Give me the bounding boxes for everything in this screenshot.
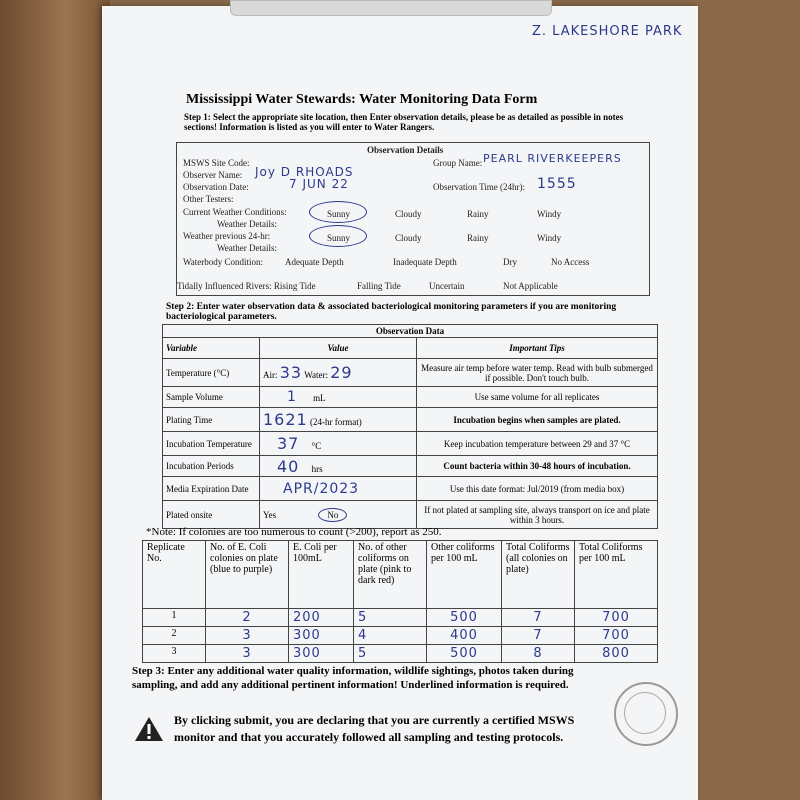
var-plated-onsite: Plated onsite [163, 501, 260, 529]
prev-opt-cloudy: Cloudy [395, 233, 422, 243]
plated-yes: Yes [263, 509, 277, 520]
cell-replicate: 1 [143, 609, 206, 627]
plated-no-circled: No [318, 508, 347, 522]
group-value: PEARL RIVERKEEPERS [483, 152, 622, 165]
warning-icon [134, 716, 164, 747]
incubation-periods-value: 40 [277, 456, 300, 476]
submit-declaration: By clicking submit, you are declaring that you are currently a certified MSWS monitor and that you accurately followed all sampling and testing protocols. [174, 713, 575, 744]
value-plated-onsite [260, 501, 417, 529]
group-label: Group Name: [433, 158, 483, 168]
tidal-opt-not-applicable: Not Applicable [503, 281, 558, 291]
cell-replicate: 2 [143, 627, 206, 645]
waterbody-opt-no-access: No Access [551, 257, 590, 267]
form-title: Mississippi Water Stewards: Water Monitoring Data Form [186, 92, 538, 107]
weather-opt-cloudy: Cloudy [395, 209, 422, 219]
cell-ecoli-per-100: 200 [289, 609, 354, 627]
incubation-temp-value: 37 [277, 434, 300, 453]
var-media-expiration: Media Expiration Date [163, 477, 260, 501]
water-label: Water: [304, 370, 328, 380]
tip-incubation-temp: Keep incubation temperature between 29 and 37 °C [417, 432, 658, 456]
plating-time-unit: (24-hr format) [309, 417, 362, 427]
tip-sample-volume: Use same volume for all replicates [417, 387, 658, 408]
value-incubation-temp [260, 432, 417, 456]
prev-details-label: Weather Details: [217, 243, 277, 253]
date-label: Observation Date: [183, 182, 249, 192]
plating-time-value: 1621 [263, 410, 308, 429]
cell-other: 5 [354, 645, 427, 663]
cell-other: 4 [354, 627, 427, 645]
sample-volume-value: 1 [287, 389, 297, 405]
weather-opt-windy: Windy [537, 209, 562, 219]
sample-volume-unit: mL [313, 393, 326, 403]
hdr-replicate: Replicate No. [143, 541, 206, 609]
tip-plated-onsite: If not plated at sampling site, always transport on ice and plate within 3 hours. [417, 501, 658, 529]
tidal-opt-uncertain: Uncertain [429, 281, 465, 291]
cell-ecoli-per-100: 300 [289, 627, 354, 645]
col-value: Value [260, 338, 417, 359]
cell-total: 7 [502, 609, 575, 627]
cell-other-per-100: 500 [427, 609, 502, 627]
tidal-label: Tidally Influenced Rivers: Rising Tide [177, 281, 316, 291]
obs-details-header: Observation Details [367, 145, 444, 155]
var-temperature: Temperature (°C) [163, 359, 260, 387]
hdr-total-colonies: Total Coliforms (all colonies on plate) [502, 541, 575, 609]
incubation-temp-unit: °C [311, 441, 322, 451]
cell-replicate: 3 [143, 645, 206, 663]
var-incubation-periods: Incubation Periods [163, 456, 260, 477]
air-label: Air: [263, 370, 278, 380]
prev-opt-sunny: Sunny [327, 233, 351, 243]
cell-other: 5 [354, 609, 427, 627]
air-value: 33 [279, 363, 303, 382]
step2-text: Step 2: Enter water observation data & associated bacteriological monitoring parameters if you are monitoring bacteriological parameters. [166, 302, 617, 322]
var-sample-volume: Sample Volume [163, 387, 260, 408]
table-row [143, 609, 658, 627]
waterbody-opt-inadequate: Inadequate Depth [393, 257, 457, 267]
col-variable: Variable [163, 338, 260, 359]
prev-sunny-circle-mark [309, 225, 367, 247]
tip-temperature: Measure air temp before water temp. Read with bulb submerged if possible. Don't touch bulb. [417, 359, 658, 387]
value-incubation-periods [260, 456, 417, 477]
table-row [143, 645, 658, 663]
value-media-expiration [260, 477, 417, 501]
var-plating-time: Plating Time [163, 408, 260, 432]
value-temperature [260, 359, 417, 387]
cell-total: 8 [502, 645, 575, 663]
water-value: 29 [330, 363, 353, 382]
cell-ecoli-per-100: 300 [289, 645, 354, 663]
tip-media-expiration: Use this date format: Jul/2019 (from media box) [417, 477, 658, 501]
observation-details-box [176, 142, 650, 296]
cell-ecoli: 3 [206, 627, 289, 645]
waterbody-opt-dry: Dry [503, 257, 517, 267]
cell-ecoli: 2 [206, 609, 289, 627]
tip-incubation-periods: Count bacteria within 30-48 hours of incubation. [417, 456, 658, 477]
incubation-periods-unit: hrs [311, 463, 323, 474]
time-label: Observation Time (24hr): [433, 182, 525, 192]
weather-opt-sunny: Sunny [327, 209, 351, 219]
hdr-total-per-100: Total Coliforms per 100 mL [575, 541, 658, 609]
sunny-circle-mark [309, 201, 367, 223]
observation-data-table [162, 324, 658, 529]
value-plating-time [260, 408, 417, 432]
step1-text: Step 1: Select the appropriate site location, then Enter observation details, please be as detailed as possible in notes sections! Information is listed as you will enter to Water Rangers. [184, 112, 624, 132]
weather-label: Current Weather Conditions: [183, 207, 287, 217]
colonies-note: *Note: If colonies are too numerous to count (>200), report as 250. [146, 526, 442, 538]
form-paper [102, 6, 698, 800]
msws-seal-logo [614, 682, 678, 746]
site-code-label: MSWS Site Code: [183, 158, 250, 168]
table-row [143, 627, 658, 645]
wood-background [0, 0, 110, 800]
value-sample-volume [260, 387, 417, 408]
var-incubation-temp: Incubation Temperature [163, 432, 260, 456]
colonies-table [142, 540, 658, 663]
step3-text: Step 3: Enter any additional water quality information, wildlife sightings, photos taken during sampling, and add any additional pertinent information! Underlined information is required. [132, 665, 574, 691]
weather-opt-rainy: Rainy [467, 209, 489, 219]
cell-other-per-100: 500 [427, 645, 502, 663]
cell-total: 7 [502, 627, 575, 645]
date-value: 7 JUN 22 [289, 177, 349, 191]
site-note: Z. LAKESHORE PARK [532, 24, 683, 39]
waterbody-opt-adequate: Adequate Depth [285, 257, 344, 267]
tip-plating-time: Incubation begins when samples are plated. [417, 408, 658, 432]
tidal-opt-falling: Falling Tide [357, 281, 401, 291]
cell-other-per-100: 400 [427, 627, 502, 645]
observer-value: Joy D RHOADS [255, 165, 354, 179]
cell-total-per-100: 800 [575, 645, 658, 663]
hdr-other-colonies: No. of other coliforms on plate (pink to dark red) [354, 541, 427, 609]
testers-label: Other Testers: [183, 194, 234, 204]
cell-total-per-100: 700 [575, 609, 658, 627]
cell-total-per-100: 700 [575, 627, 658, 645]
prev-opt-windy: Windy [537, 233, 562, 243]
hdr-other-per-100: Other coliforms per 100 mL [427, 541, 502, 609]
hdr-ecoli-colonies: No. of E. Coli colonies on plate (blue to purple) [206, 541, 289, 609]
waterbody-label: Waterbody Condition: [183, 257, 264, 267]
cell-ecoli: 3 [206, 645, 289, 663]
prev-weather-label: Weather previous 24-hr: [183, 231, 271, 241]
prev-opt-rainy: Rainy [467, 233, 489, 243]
clipboard-clip [230, 0, 552, 16]
media-expiration-value: APR/2023 [283, 480, 360, 497]
weather-details-label: Weather Details: [217, 219, 277, 229]
obs-data-header: Observation Data [163, 325, 658, 338]
hdr-ecoli-per-100: E. Coli per 100mL [289, 541, 354, 609]
observer-label: Observer Name: [183, 170, 243, 180]
col-tips: Important Tips [417, 338, 658, 359]
time-value: 1555 [537, 176, 577, 192]
